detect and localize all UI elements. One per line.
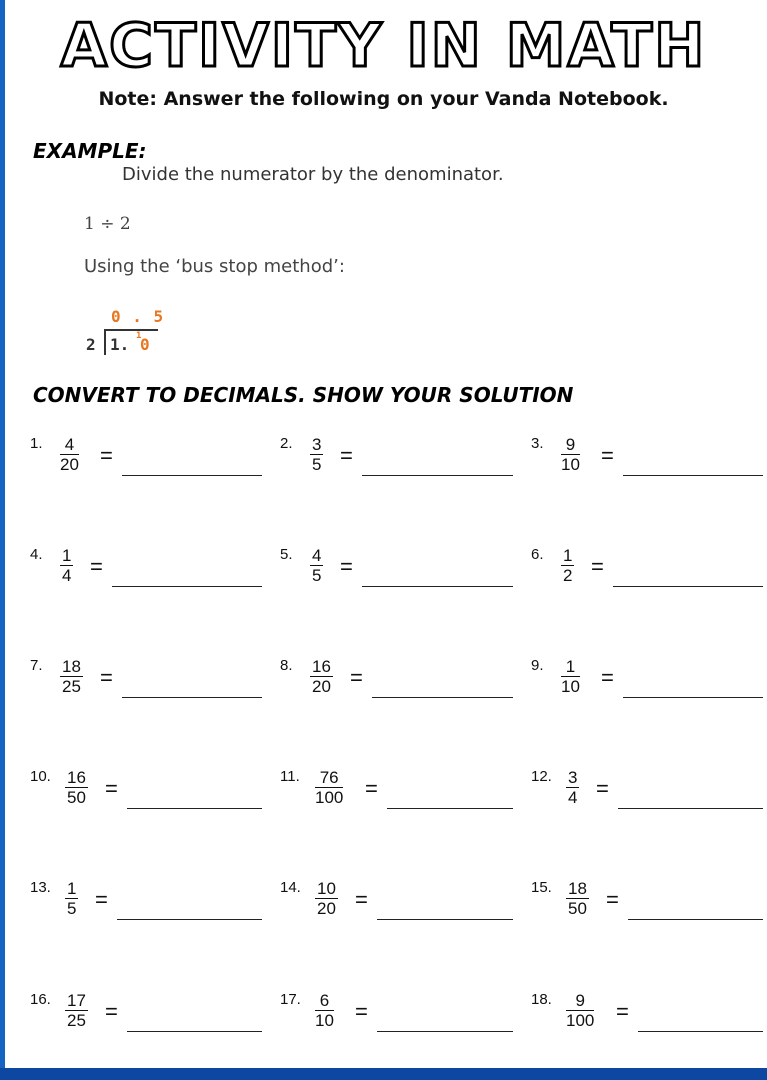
problem-number: 17. (280, 991, 301, 1008)
answer-line (122, 475, 262, 476)
equals-sign: = (90, 554, 103, 579)
problem-number: 3. (531, 435, 544, 452)
answer-line (112, 586, 262, 587)
numerator: 1 (62, 546, 72, 565)
problem-item (280, 546, 530, 606)
denominator: 100 (315, 788, 344, 807)
numerator: 16 (67, 768, 86, 787)
denominator: 20 (312, 677, 331, 696)
problem-item (280, 768, 530, 828)
problem-item (30, 768, 280, 828)
equals-sign: = (340, 443, 353, 468)
problem-number: 16. (30, 991, 51, 1008)
answer-line (623, 697, 763, 698)
answer-line (127, 1031, 262, 1032)
answer-line (122, 697, 262, 698)
problem-number: 10. (30, 768, 51, 785)
problem-number: 14. (280, 879, 301, 896)
answer-line (372, 697, 513, 698)
problem-item (531, 991, 767, 1051)
denominator: 2 (563, 566, 573, 585)
denominator: 25 (62, 677, 81, 696)
problem-item (280, 657, 530, 717)
fraction (561, 435, 580, 474)
problem-item (531, 768, 767, 828)
numerator: 3 (568, 768, 578, 787)
fraction (561, 657, 580, 696)
problem-number: 18. (531, 991, 552, 1008)
problem-number: 12. (531, 768, 552, 785)
equals-sign: = (100, 665, 113, 690)
equals-sign: = (340, 554, 353, 579)
problem-item (30, 879, 280, 939)
problem-item (280, 879, 530, 939)
numerator: 10 (317, 879, 336, 898)
fraction (60, 546, 73, 585)
fraction (566, 991, 594, 1030)
denominator: 4 (568, 788, 578, 807)
equals-sign: = (596, 776, 609, 801)
denominator: 25 (67, 1011, 86, 1030)
problem-item (30, 657, 280, 717)
problem-item (531, 546, 767, 606)
equals-sign: = (105, 776, 118, 801)
fraction (60, 435, 79, 474)
fraction (65, 879, 78, 918)
equals-sign: = (355, 999, 368, 1024)
equals-sign: = (350, 665, 363, 690)
problem-number: 9. (531, 657, 544, 674)
section-heading: CONVERT TO DECIMALS. SHOW YOUR SOLUTION (33, 383, 574, 407)
numerator: 76 (315, 768, 343, 788)
denominator: 50 (67, 788, 86, 807)
fraction (315, 879, 338, 918)
problem-number: 5. (280, 546, 293, 563)
example-heading: EXAMPLE: (33, 139, 147, 163)
denominator: 5 (312, 455, 322, 474)
problem-number: 2. (280, 435, 293, 452)
denominator: 20 (60, 455, 79, 474)
numerator: 3 (312, 435, 322, 454)
bus-stop-carry: 1 (136, 331, 142, 341)
problem-item (531, 879, 767, 939)
bus-stop-quotient: 0 . 5 (111, 307, 165, 326)
problem-item (280, 435, 530, 495)
example-instruction: Divide the numerator by the denominator. (122, 164, 504, 185)
numerator: 1 (563, 546, 573, 565)
fraction (561, 546, 574, 585)
denominator: 5 (67, 899, 77, 918)
denominator: 10 (561, 677, 580, 696)
answer-line (127, 808, 262, 809)
problem-item (30, 546, 280, 606)
numerator: 9 (566, 991, 594, 1011)
denominator: 100 (566, 1011, 595, 1030)
fraction (310, 435, 323, 474)
example-method: Using the ‘bus stop method’: (84, 256, 345, 277)
numerator: 4 (312, 546, 322, 565)
numerator: 16 (312, 657, 331, 676)
equals-sign: = (591, 554, 604, 579)
answer-line (623, 475, 763, 476)
equals-sign: = (601, 665, 614, 690)
numerator: 17 (67, 991, 86, 1010)
answer-line (613, 586, 763, 587)
problem-number: 15. (531, 879, 552, 896)
problem-number: 7. (30, 657, 43, 674)
numerator: 6 (315, 991, 334, 1011)
fraction (315, 991, 334, 1030)
answer-line (377, 919, 513, 920)
fraction (566, 768, 579, 807)
numerator: 18 (568, 879, 587, 898)
fraction (65, 991, 88, 1030)
answer-line (362, 586, 513, 587)
problem-item (30, 991, 280, 1051)
problem-number: 8. (280, 657, 293, 674)
problem-number: 11. (280, 768, 300, 785)
equals-sign: = (95, 887, 108, 912)
answer-line (387, 808, 513, 809)
denominator: 20 (317, 899, 336, 918)
bottom-border (0, 1068, 767, 1080)
fraction (60, 657, 83, 696)
numerator: 9 (561, 435, 580, 455)
numerator: 4 (60, 435, 79, 455)
answer-line (117, 919, 262, 920)
left-border (0, 0, 5, 1080)
numerator: 1 (561, 657, 580, 677)
equals-sign: = (616, 999, 629, 1024)
example-expression: 1 ÷ 2 (84, 214, 131, 234)
equals-sign: = (601, 443, 614, 468)
answer-line (628, 919, 763, 920)
denominator: 10 (561, 455, 580, 474)
fraction (315, 768, 343, 807)
answer-line (377, 1031, 513, 1032)
answer-line (618, 808, 763, 809)
equals-sign: = (365, 776, 378, 801)
answer-line (362, 475, 513, 476)
problem-item (30, 435, 280, 495)
problem-number: 1. (30, 435, 43, 452)
problem-number: 13. (30, 879, 51, 896)
problem-item (531, 435, 767, 495)
fraction (566, 879, 589, 918)
problem-item (280, 991, 530, 1051)
problem-item (531, 657, 767, 717)
equals-sign: = (355, 887, 368, 912)
equals-sign: = (100, 443, 113, 468)
answer-line (638, 1031, 763, 1032)
worksheet-title: ACTIVITY IN MATH (60, 11, 707, 81)
denominator: 4 (62, 566, 72, 585)
denominator: 10 (315, 1011, 334, 1030)
numerator: 1 (67, 879, 77, 898)
bus-stop-divisor: 2 (86, 335, 96, 354)
bus-stop-zero: 0 (140, 335, 150, 354)
fraction (310, 657, 333, 696)
instruction-note: Note: Answer the following on your Vanda Notebook. (98, 88, 669, 110)
problem-number: 6. (531, 546, 544, 563)
numerator: 18 (62, 657, 81, 676)
bus-stop-dividend: 1. (110, 335, 130, 354)
equals-sign: = (105, 999, 118, 1024)
fraction (310, 546, 323, 585)
denominator: 50 (568, 899, 587, 918)
bus-stop-division (84, 305, 174, 360)
fraction (65, 768, 88, 807)
denominator: 5 (312, 566, 322, 585)
equals-sign: = (606, 887, 619, 912)
problem-number: 4. (30, 546, 43, 563)
